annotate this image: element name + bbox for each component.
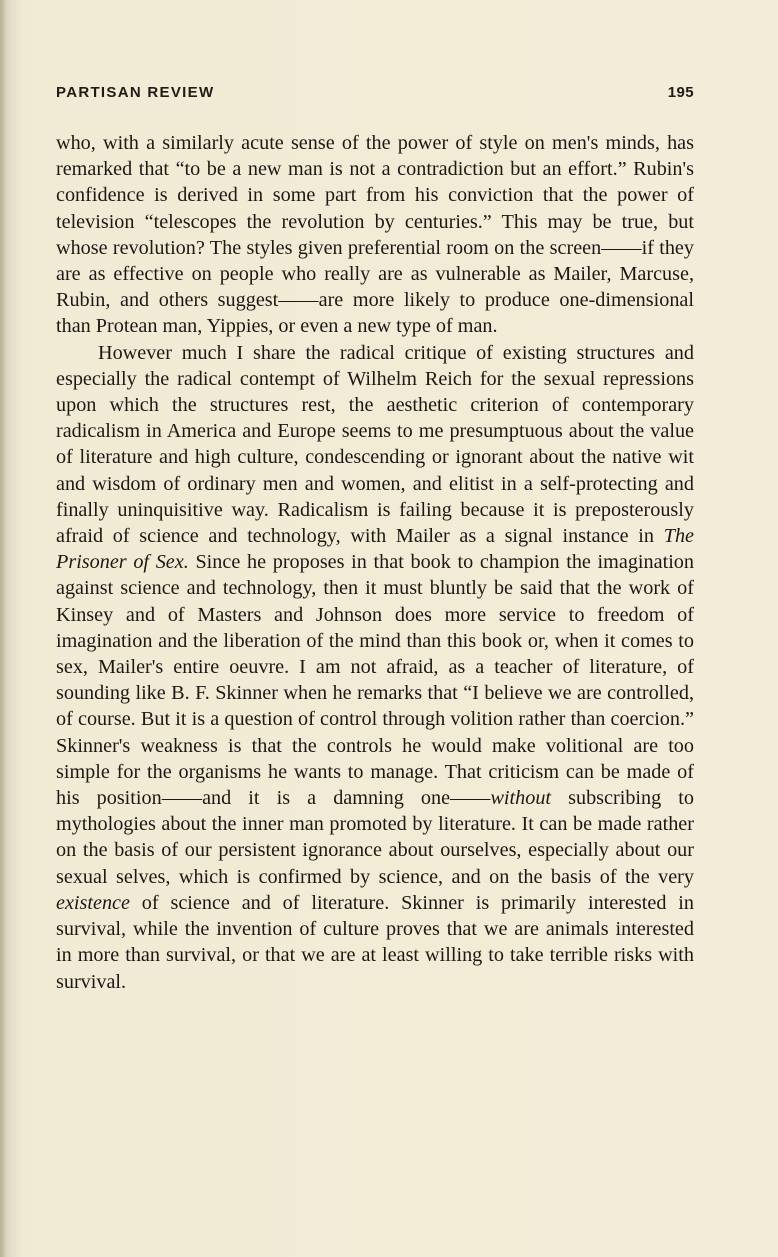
- emphasis-existence: existence: [56, 891, 130, 914]
- page-number: 195: [667, 84, 694, 101]
- paragraph-1: [56, 130, 694, 340]
- body-text: [56, 130, 694, 995]
- paragraph-2-text-a: However much I share the radical critique of existing structures and especially the radical contempt of Wilhelm Reich for the sexual repressions upon which the structures rest, the aesthetic criterion of contemporary radicalism in America and Europe seems to me presumptuous about the value of literature and high culture, condescending or ignorant about the native wit and wisdom of ordinary men and women, and elitist in a self-protecting and finally uninquisitive way. Radicalism is failing because it is preposterously afraid of science and technology, with Mailer as a signal instance in: [56, 341, 694, 548]
- paragraph-1-text: who, with a similarly acute sense of the power of style on men's minds, has remarked that “to be a new man is not a contradiction but an effort.” Rubin's confidence is derived in some part from his conviction that the power of television “telescopes the revolution by centuries.” This may be true, but whose revolution? The styles given preferential room on the screen——if they are as effective on people who really are as vulnerable as Mailer, Marcuse, Rubin, and others suggest——are more likely to produce one-dimensional than Protean man, Yippies, or even a new type of man.: [56, 132, 694, 338]
- journal-title: PARTISAN REVIEW: [56, 84, 215, 101]
- paragraph-2-text-d: of science and of literature. Skinner is primarily interested in survival, while the invention of culture proves that we are animals interested in more than survival, or that we are at least willing to take terrible risks with survival.: [56, 891, 694, 993]
- paragraph-2: [56, 340, 694, 995]
- emphasis-without: without: [490, 787, 552, 810]
- paragraph-2-text-b: Since he proposes in that book to champion the imagination against science and technology, then it must bluntly be said that the work of Kinsey and of Masters and Johnson does more service to freedom of imagination and the liberation of the mind than this book or, when it comes to sex, Mailer's entire oeuvre. I am not afraid, as a teacher of literature, of sounding like B. F. Skinner when he remarks that “I believe we are controlled, of course. But it is a question of control through volition rather than coercion.” Skinner's weakness is that the controls he would make volitional are too simple for the organisms he wants to manage. That criticism can be made of his position——and it is a damning one——: [56, 551, 694, 810]
- book-title-prisoner-of-sex: The Prisoner of Sex.: [56, 525, 694, 574]
- spine-shadow: [0, 0, 6, 1257]
- running-head: [56, 84, 694, 106]
- paragraph-2-text-c: subscribing to mythologies about the inner man promoted by literature. It can be made rather on the basis of our persistent ignorance about ourselves, especially about our sexual selves, which is confirmed by science, and on the basis of the very: [56, 787, 694, 888]
